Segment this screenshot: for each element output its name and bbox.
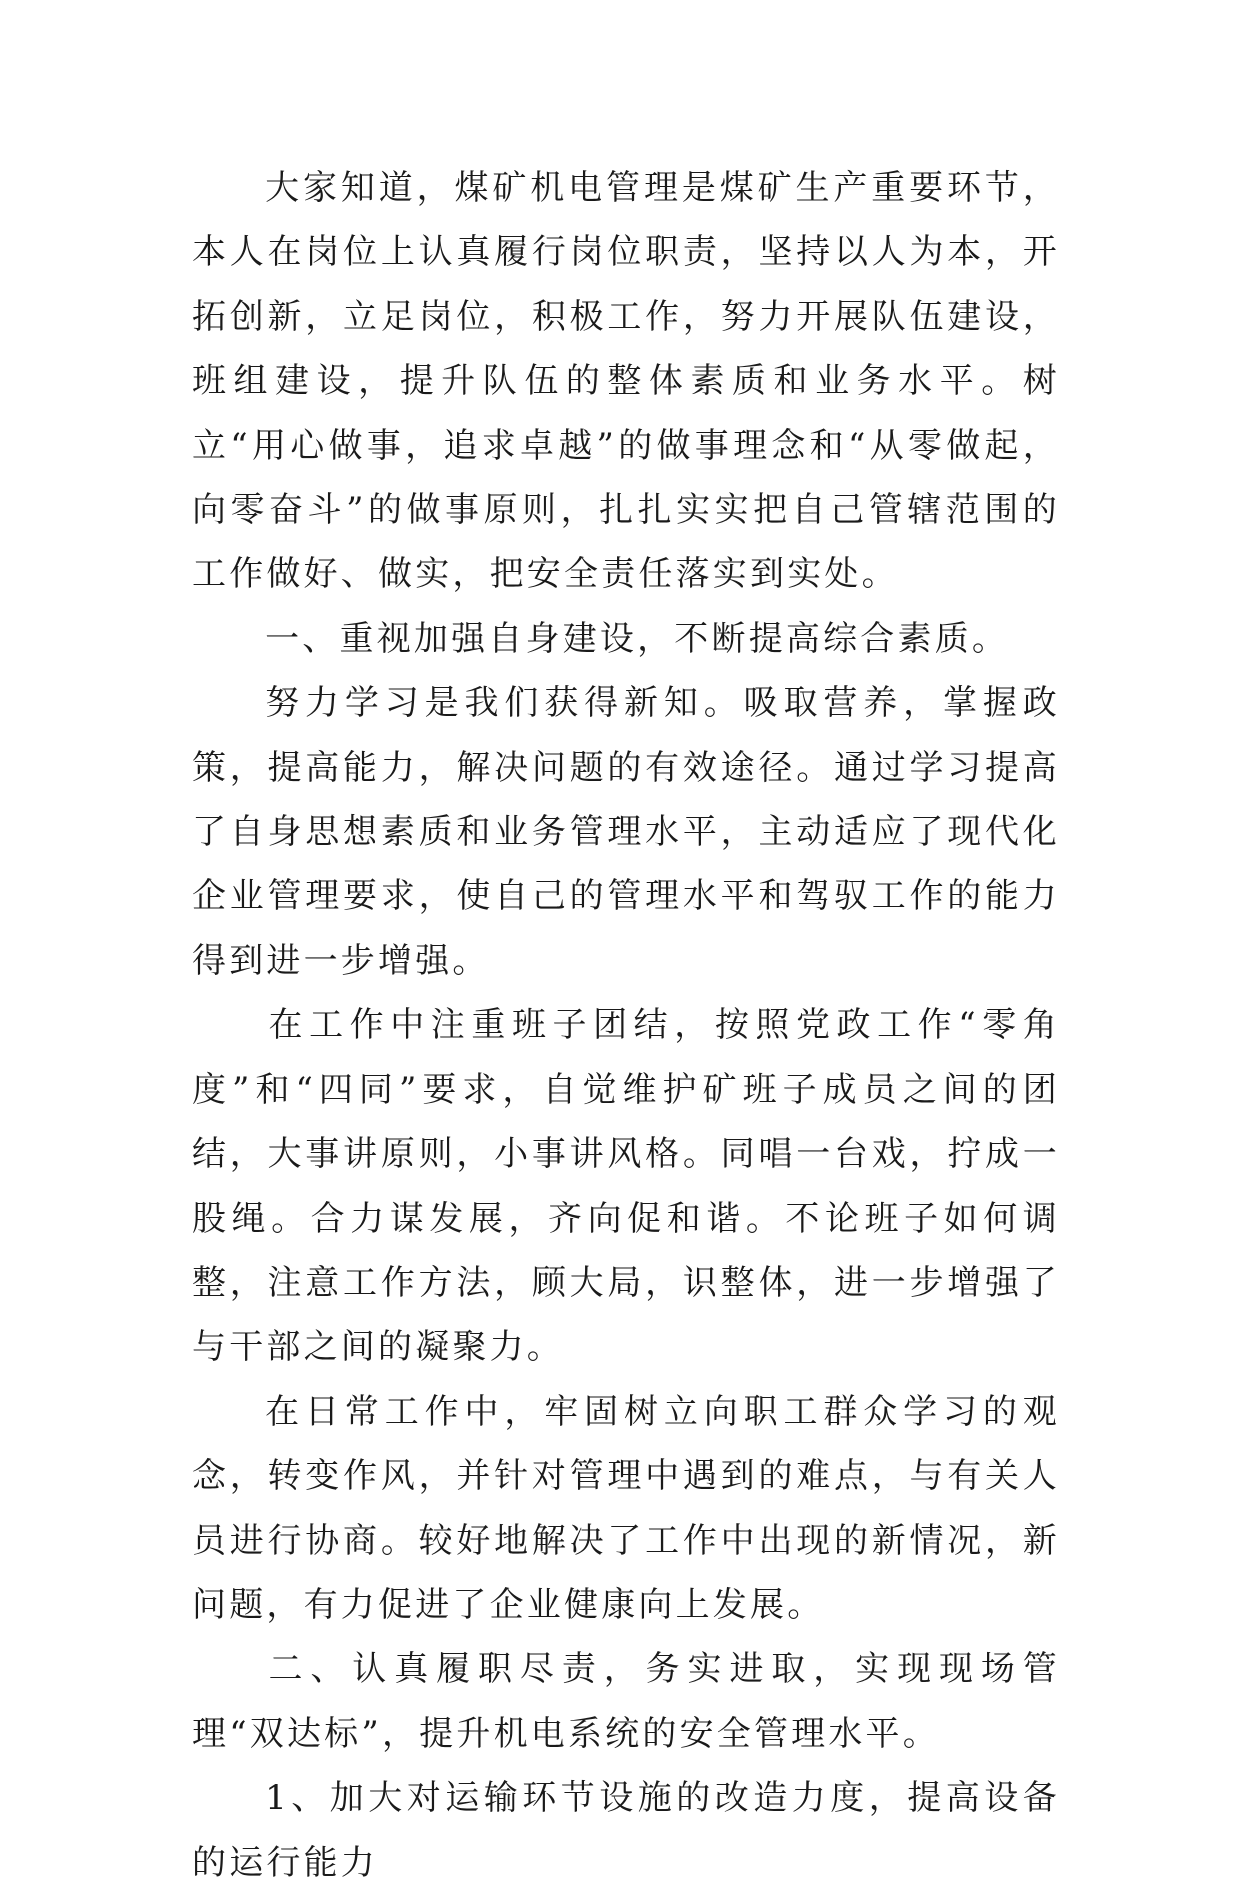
document-body <box>192 156 1060 1895</box>
paragraph-daily-work: 在日常工作中，牢固树立向职工群众学习的观念，转变作风，并针对管理中遇到的难点，与有关人员进行协商。较好地解决了工作中出现的新情况，新问题，有力促进了企业健康向上发展。 <box>192 1391 1060 1625</box>
paragraph-intro: 大家知道，煤矿机电管理是煤矿生产重要环节，本人在岗位上认真履行岗位职责，坚持以人为本，开拓创新，立足岗位，积极工作，努力开展队伍建设，班组建设，提升队伍的整体素质和业务水平。树立“用心做事，追求卓越”的做事理念和“从零做起，向零奋斗”的做事原则，扎扎实实把自己管辖范围的工作做好、做实，把安全责任落实到实处。 <box>192 168 1060 595</box>
paragraph-study: 努力学习是我们获得新知。吸取营养，掌握政策，提高能力，解决问题的有效途径。通过学习提高了自身思想素质和业务管理水平，主动适应了现代化企业管理要求，使自己的管理水平和驾驭工作的能力得到进一步增强。 <box>192 683 1060 981</box>
list-item-1: 1、加大对运输环节设施的改造力度，提高设备的运行能力 <box>192 1778 1060 1883</box>
heading-section-1: 一、重视加强自身建设，不断提高综合素质。 <box>265 618 1010 659</box>
heading-section-2: 二、认真履职尽责，务实进取，实现现场管理“双达标”，提升机电系统的安全管理水平。 <box>192 1649 1060 1754</box>
paragraph-teamwork: 在工作中注重班子团结，按照党政工作“零角度”和“四同”要求，自觉维护矿班子成员之间的团结，大事讲原则，小事讲风格。同唱一台戏，拧成一股绳。合力谋发展，齐向促和谐。不论班子如何调整，注意工作方法，顾大局，识整体，进一步增强了与干部之间的凝聚力。 <box>192 1005 1060 1368</box>
